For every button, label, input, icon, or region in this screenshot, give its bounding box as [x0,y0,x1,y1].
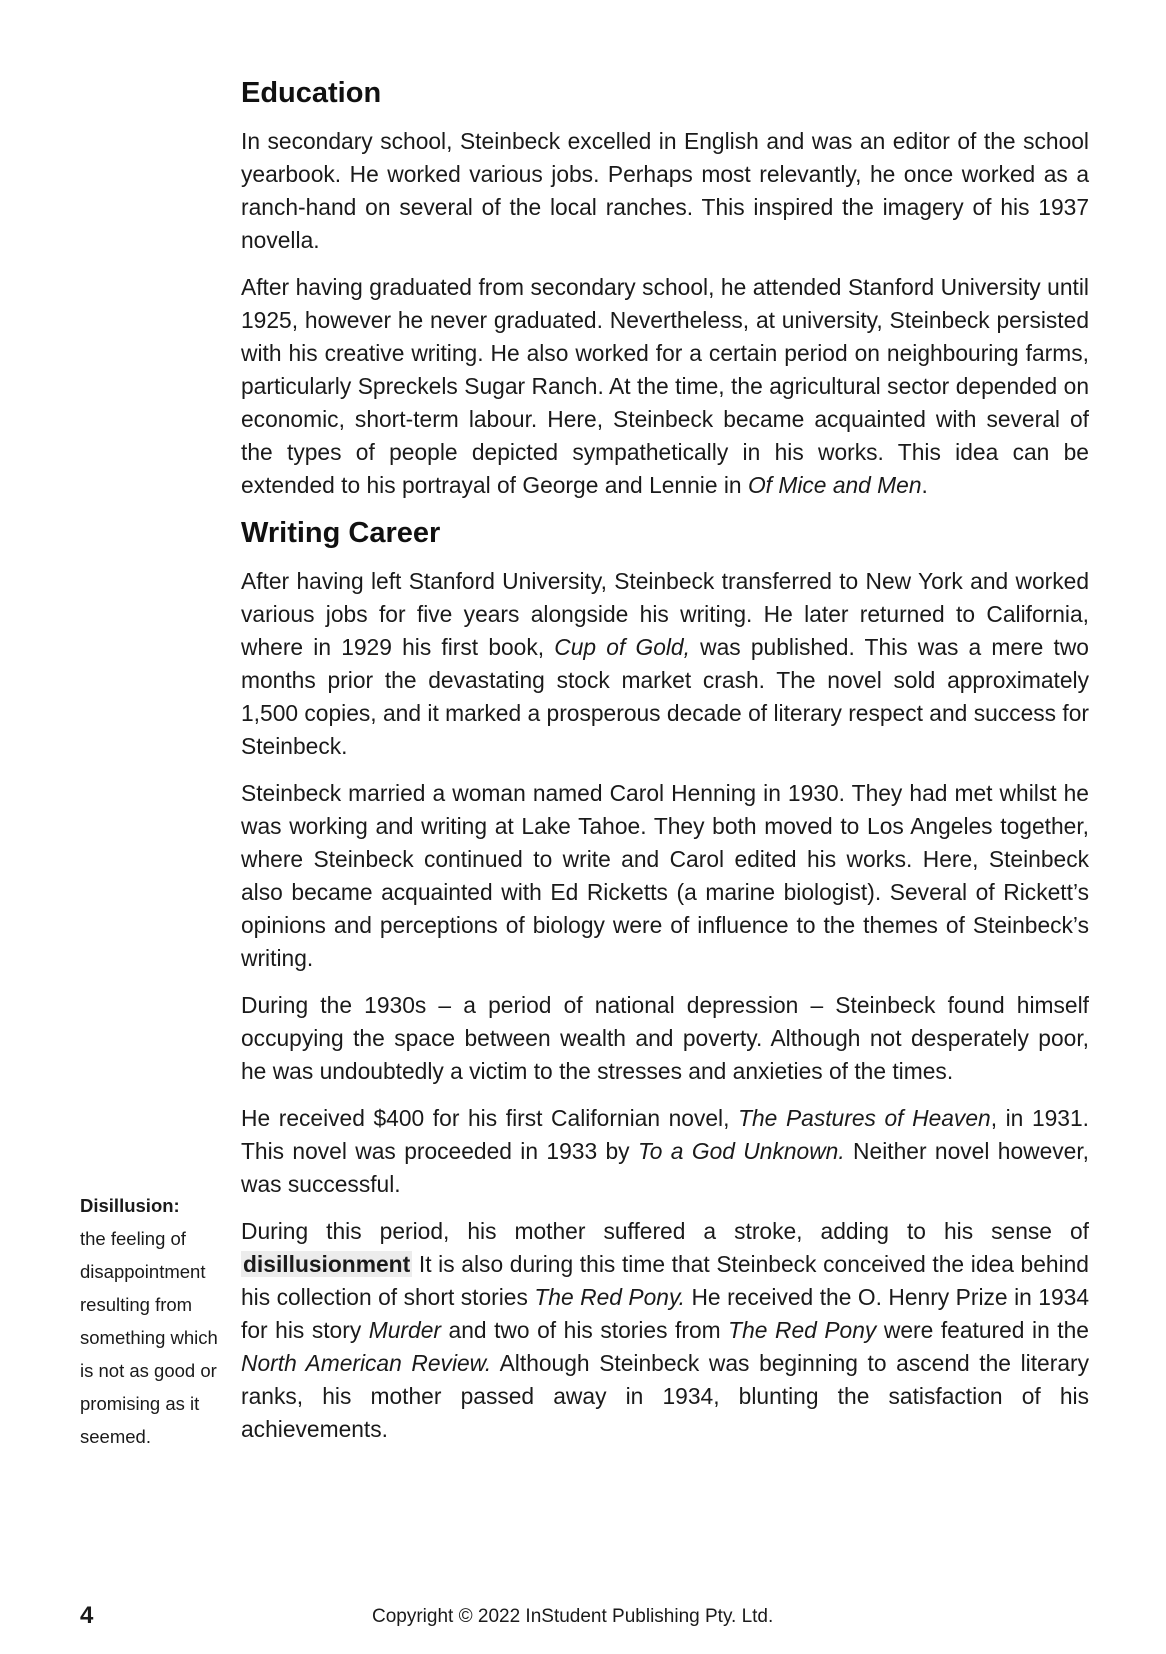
text-span: It is also during this time that Steinbeck conceived the idea behind his collection of short stories [241,1250,1089,1310]
career-paragraph-3: During the 1930s – a period of national depression – Steinbeck found himself occupying the space between wealth and poverty. Although not desperately poor, he was undoubtedly a victim to the stresses and anxieties of the times. [241,991,1089,1084]
career-paragraph-1 [241,565,1089,763]
book-title: Murder [368,1316,441,1343]
heading-education: Education [241,77,382,109]
book-title: The Pastures of Heaven [738,1104,991,1131]
book-title: North American Review. [241,1349,492,1376]
career-paragraph-2: Steinbeck married a woman named Carol Henning in 1930. They had met whilst he was working and writing at Lake Tahoe. They both moved to Los Angeles together, where Steinbeck continued to write and Carol edited his works. Here, Steinbeck also became acquainted with Ed Ricketts (a marine biologist). Several of Rickett’s opinions and perceptions of biology were of influence to the themes of Steinbeck’s writing. [241,779,1089,971]
career-paragraph-4 [241,1102,1089,1201]
book-title: Of Mice and Men [747,471,922,498]
heading-writing-career: Writing Career [241,516,441,549]
text-span: and two of his stories from [440,1316,729,1343]
book-title: Cup of Gold, [554,633,690,660]
text-span: He received the O. Henry Prize in 1934 for his story [241,1283,1090,1343]
glossary-definition: the feeling of disappointment resulting from something which is not as good or promising as it seemed. [80,1228,218,1447]
highlighted-term: disillusionment [243,1250,411,1277]
text-span: Although Steinbeck was beginning to ascend the literary ranks, his mother passed away in 1934, blunting the satisfaction of his achievements. [241,1349,1089,1442]
text-span: Neither novel however, was successful. [241,1137,1090,1197]
glossary-note [80,1189,222,1453]
text-span: , in 1931. This novel was proceeded in 1933 by [241,1104,1090,1164]
career-paragraph-5 [241,1215,1089,1446]
text-span: . [921,471,928,498]
education-paragraph-1: In secondary school, Steinbeck excelled in English and was an editor of the school yearbook. He worked various jobs. Perhaps most relevantly, he once worked as a ranch-hand on several of the local ranches. This inspired the imagery of his 1937 novella. [241,127,1089,253]
main-content [241,76,1089,1460]
education-paragraph-2 [241,271,1089,502]
glossary-term: Disillusion: [80,1195,180,1216]
text-span: After having graduated from secondary school, he attended Stanford University until 1925, however he never graduated. Nevertheless, at university, Steinbeck persisted with his creative writing. He also worked for a certain period on neighbouring farms, particularly Spreckels Sugar Ranch. At the time, the agricultural sector depended on economic, short-term labour. Here, Steinbeck became acquainted with several of the types of people depicted sympathetically in his works. This idea can be extended to his portrayal of George and Lennie in [241,273,1089,498]
text-span: was published. This was a mere two months prior the devastating stock market crash. The novel sold approximately 1,500 copies, and it marked a prosperous decade of literary respect and success for Steinbeck. [241,633,1089,759]
copyright-notice: Copyright © 2022 InStudent Publishing Pty. Ltd. [372,1606,774,1627]
text-span: After having left Stanford University, Steinbeck transferred to New York and worked various jobs for five years alongside his writing. He later returned to California, where in 1929 his first book, [241,567,1089,660]
text-span: He received $400 for his first Californian novel, [241,1104,739,1131]
book-title: To a God Unknown. [637,1137,845,1164]
text-span: were featured in the [876,1316,1089,1343]
book-title: The Red Pony [728,1316,877,1343]
text-span: During this period, his mother suffered a stroke, adding to his sense of [241,1217,1089,1244]
page-number: 4 [80,1602,94,1629]
book-title: The Red Pony. [534,1283,685,1310]
